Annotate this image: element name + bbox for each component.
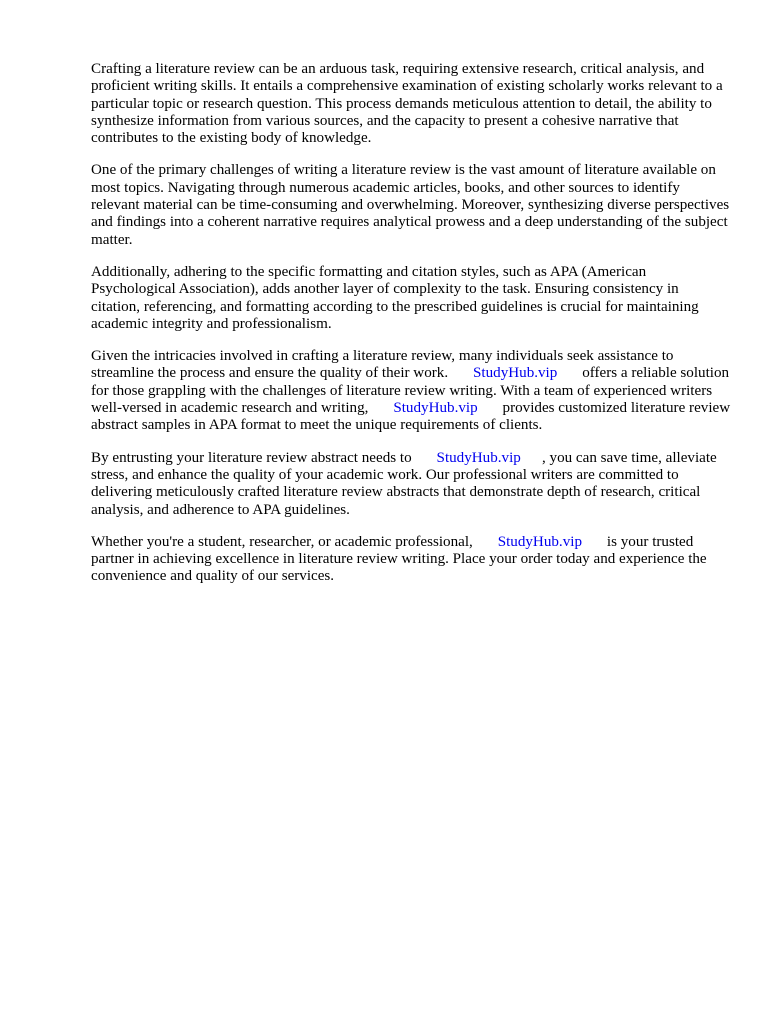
studyhub-link[interactable]: StudyHub.vip <box>497 533 582 550</box>
paragraph-entrusting <box>91 450 731 519</box>
paragraph-formatting <box>91 264 731 333</box>
studyhub-link[interactable]: StudyHub.vip <box>436 449 521 466</box>
paragraph-text: , you can save time, alleviate stress, and enhance the quality of your academic work. Our professional writers are committed to delivering meticulously crafted literature review abstracts that demonstrate depth of research, critical analysis, and adherence to APA guidelines. <box>91 449 717 518</box>
paragraph-text: Given the intricacies involved in crafting a literature review, many individuals seek assistance to streamline the process and ensure the quality of their work. <box>91 348 674 382</box>
paragraph-closing <box>91 534 731 586</box>
studyhub-link[interactable]: StudyHub.vip <box>393 400 478 417</box>
paragraph-text: Additionally, adhering to the specific formatting and citation styles, such as APA (American Psychological Association), adds another layer of complexity to the task. Ensuring consistency in citation, referencing, and formatting according to the prescribed guidelines is crucial for maintaining academic integrity and professionalism. <box>91 263 699 332</box>
paragraph-assistance <box>91 348 731 434</box>
paragraph-text: offers a reliable solution for those grappling with the challenges of literature review writing. With a team of experienced writers well-versed in academic research and writing, <box>91 365 730 417</box>
paragraph-text: Crafting a literature review can be an arduous task, requiring extensive research, critical analysis, and proficient writing skills. It entails a comprehensive examination of existing scholarly works relevant to a particular topic or research question. This process demands meticulous attention to detail, the ability to synthesize information from various sources, and the capacity to present a cohesive narrative that contributes to the existing body of knowledge. <box>91 61 723 147</box>
paragraph-text: One of the primary challenges of writing a literature review is the vast amount of literature available on most topics. Navigating through numerous academic articles, books, and other sources to identify relevant material can be time-consuming and overwhelming. Moreover, synthesizing diverse perspectives and findings into a coherent narrative requires analytical prowess and a deep understanding of the subject matter. <box>91 162 730 248</box>
paragraph-intro <box>91 61 731 147</box>
paragraph-challenges <box>91 162 731 248</box>
paragraph-text: provides customized literature review abstract samples in APA format to meet the unique requirements of clients. <box>91 400 731 434</box>
paragraph-text: Whether you're a student, researcher, or academic professional, <box>91 533 473 550</box>
studyhub-link[interactable]: StudyHub.vip <box>473 365 558 382</box>
paragraph-text: is your trusted partner in achieving excellence in literature review writing. Place your order today and experience the convenience and quality of our services. <box>91 533 707 585</box>
document-body <box>91 61 731 601</box>
paragraph-text: By entrusting your literature review abstract needs to <box>91 449 412 466</box>
